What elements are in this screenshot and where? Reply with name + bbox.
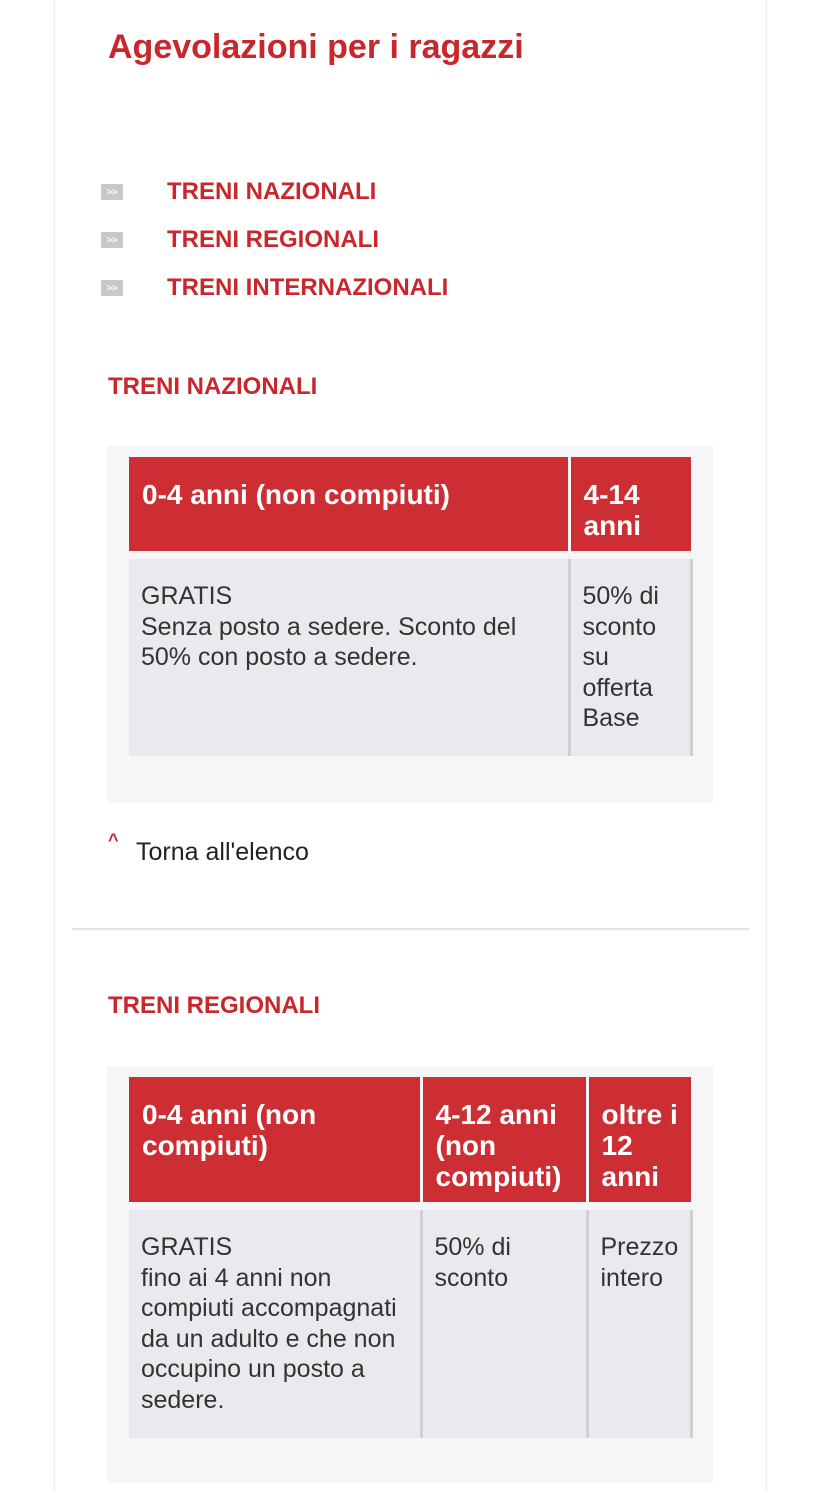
table-cell bbox=[569, 555, 691, 756]
section-title-nazionali: TRENI NAZIONALI bbox=[108, 373, 318, 400]
toc-link-nazionali[interactable]: TRENI NAZIONALI bbox=[167, 178, 377, 205]
toc-link-internazionali[interactable]: TRENI INTERNAZIONALI bbox=[167, 274, 449, 301]
back-to-index-link[interactable] bbox=[108, 830, 309, 867]
fare-table-regionali bbox=[129, 1077, 693, 1438]
table-cell bbox=[587, 1206, 691, 1438]
table-header-cell: 4-14 anni bbox=[569, 457, 691, 555]
back-to-index-label[interactable]: Torna all'elenco bbox=[136, 838, 309, 866]
toc-item-nazionali[interactable] bbox=[101, 168, 448, 216]
table-header-cell: 0-4 anni (non compiuti) bbox=[129, 457, 569, 555]
table-wrapper-nazionali bbox=[107, 446, 713, 803]
cell-line: GRATIS bbox=[141, 582, 233, 610]
table-header-cell: 0-4 anni (non compiuti) bbox=[129, 1077, 421, 1206]
section-divider bbox=[72, 928, 749, 930]
table-cell bbox=[421, 1206, 587, 1438]
table-header-row bbox=[129, 457, 691, 555]
table-header-row bbox=[129, 1077, 691, 1206]
table-row bbox=[129, 1206, 691, 1438]
fare-table-nazionali bbox=[129, 457, 693, 756]
table-row bbox=[129, 555, 691, 756]
table-wrapper-regionali bbox=[107, 1066, 713, 1483]
cell-line: Prezzo intero bbox=[600, 1233, 679, 1292]
toc-item-internazionali[interactable] bbox=[101, 264, 448, 312]
table-cell bbox=[129, 1206, 421, 1438]
toc-item-regionali[interactable] bbox=[101, 216, 448, 264]
double-chevron-icon: >> bbox=[101, 232, 123, 248]
double-chevron-icon: >> bbox=[101, 184, 123, 200]
cell-line: GRATIS bbox=[141, 1233, 233, 1261]
caret-up-icon: ^ bbox=[108, 830, 119, 850]
toc-link-regionali[interactable]: TRENI REGIONALI bbox=[167, 226, 380, 253]
double-chevron-icon: >> bbox=[101, 280, 123, 296]
section-title-regionali: TRENI REGIONALI bbox=[108, 992, 321, 1019]
cell-line: Senza posto a sedere. Sconto del 50% con posto a sedere. bbox=[141, 612, 517, 672]
table-cell bbox=[129, 555, 569, 756]
table-header-cell: oltre i 12 anni bbox=[587, 1077, 691, 1206]
page-title: Agevolazioni per i ragazzi bbox=[108, 28, 524, 66]
cell-line: 50% di sconto bbox=[434, 1233, 511, 1292]
cell-line: 50% di sconto su offerta Base bbox=[582, 582, 659, 733]
section-index bbox=[101, 168, 448, 312]
cell-line: fino ai 4 anni non compiuti accompagnati da un adulto e che non occupino un posto a sedere. bbox=[141, 1263, 397, 1414]
table-header-cell: 4-12 anni (non compiuti) bbox=[421, 1077, 587, 1206]
